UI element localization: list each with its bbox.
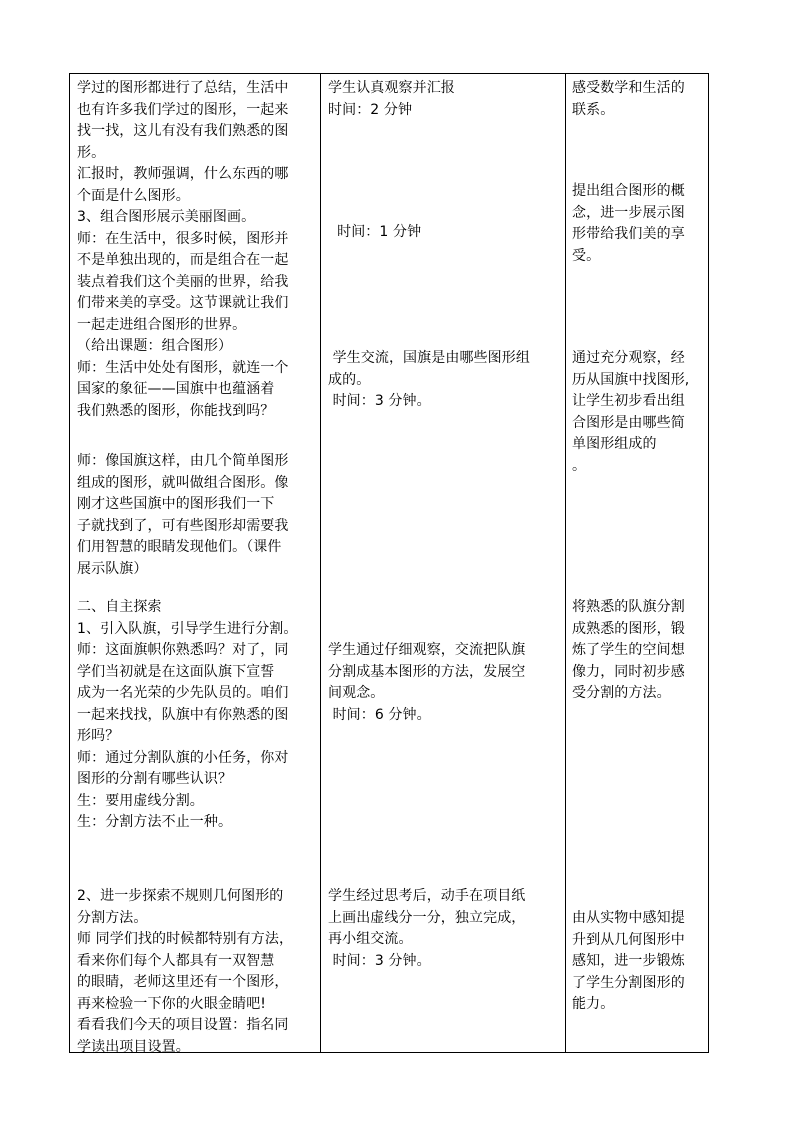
student-activity-column <box>321 74 565 1052</box>
student-text-draw: 学生经过思考后，动手在项目纸 上画出虚线分一分，独立完成， 再小组交流。 时间：3 分钟。 <box>328 888 526 969</box>
intent-text-life: 感受数学和生活的 联系。 <box>572 80 685 118</box>
lesson-plan-table <box>69 73 709 1053</box>
intent-text-ability: 由从实物中感知提 升到从几何图形中 感知，进一步锻炼 了学生分割图形的 能力。 <box>572 910 685 1012</box>
student-text-time: 时间：1 分钟 <box>328 224 422 240</box>
teacher-activity-column <box>70 74 320 1055</box>
teacher-text-explore: 二、自主探索 1、引入队旗，引导学生进行分割。 师：这面旗帜你熟悉吗？对了，同 学们当初就是在这面队旗下宣誓 成为一名光荣的少先队员的。咱们 一起来找找，队旗中有你熟悉的图 形吗？ 师：通过分割队旗的小任务，你对 图形的分割有哪些认识？ 生：要用虚线分割。 生：分割方法不止一种。 <box>77 599 298 830</box>
teacher-text-intro: 学过的图形都进行了总结，生活中 也有许多我们学过的图形，一起来 找一找，这儿有没有我们熟悉的图 形。 汇报时，教师强调，什么东西的哪 个面是什么图形。 3、组合图形展示美丽图画。 师：在生活中，很多时候，图形并 不是单独出现的，而是组合在一起 装点着我们这个美丽的世界，给我 们带来美的享受。这节课就让我们 一起走进组合图形的世界。 （给出课题：组合图形） 师：生活中处处有图形，就连一个 国家的象征——国旗中也蕴涵着 我们熟悉的图形，你能找到吗？ <box>77 80 289 419</box>
intent-text-concept: 提出组合图形的概 念，进一步展示图 形带给我们美的享 受。 <box>572 183 685 264</box>
intent-text-space: 将熟悉的队旗分割 成熟悉的图形，锻 炼了学生的空间想 像力，同时初步感 受分割的方法。 <box>572 599 685 701</box>
student-text-split: 学生通过仔细观察，交流把队旗 分割成基本图形的方法，发展空 间观念。 时间：6 分钟。 <box>328 642 526 723</box>
student-text-report: 学生认真观察并汇报 时间：2 分钟 <box>328 80 455 118</box>
student-text-flag: 学生交流，国旗是由哪些图形组 成的。 时间：3 分钟。 <box>328 350 530 409</box>
teacher-text-irregular: 2、进一步探索不规则几何图形的 分割方法。 师 同学们找的时候都特别有方法， 看来你们每个人都具有一双智慧 的眼睛，老师这里还有一个图形， 再来检验一下你的火眼金睛吧! 看看我们今天的项目设置：指名同 学读出项目设置。 <box>77 888 294 1055</box>
intent-text-observe: 通过充分观察，经 历从国旗中找图形, 让学生初步看出组 合图形是由哪些简 单图形组成的 。 <box>572 350 690 474</box>
design-intent-column <box>566 74 709 1052</box>
teacher-text-definition: 师：像国旗这样，由几个简单图形 组成的图形，就叫做组合图形。像 刚才这些国旗中的图形我们一下 子就找到了，可有些图形却需要我 们用智慧的眼睛发现他们。（课件 展示队旗） <box>77 453 289 577</box>
